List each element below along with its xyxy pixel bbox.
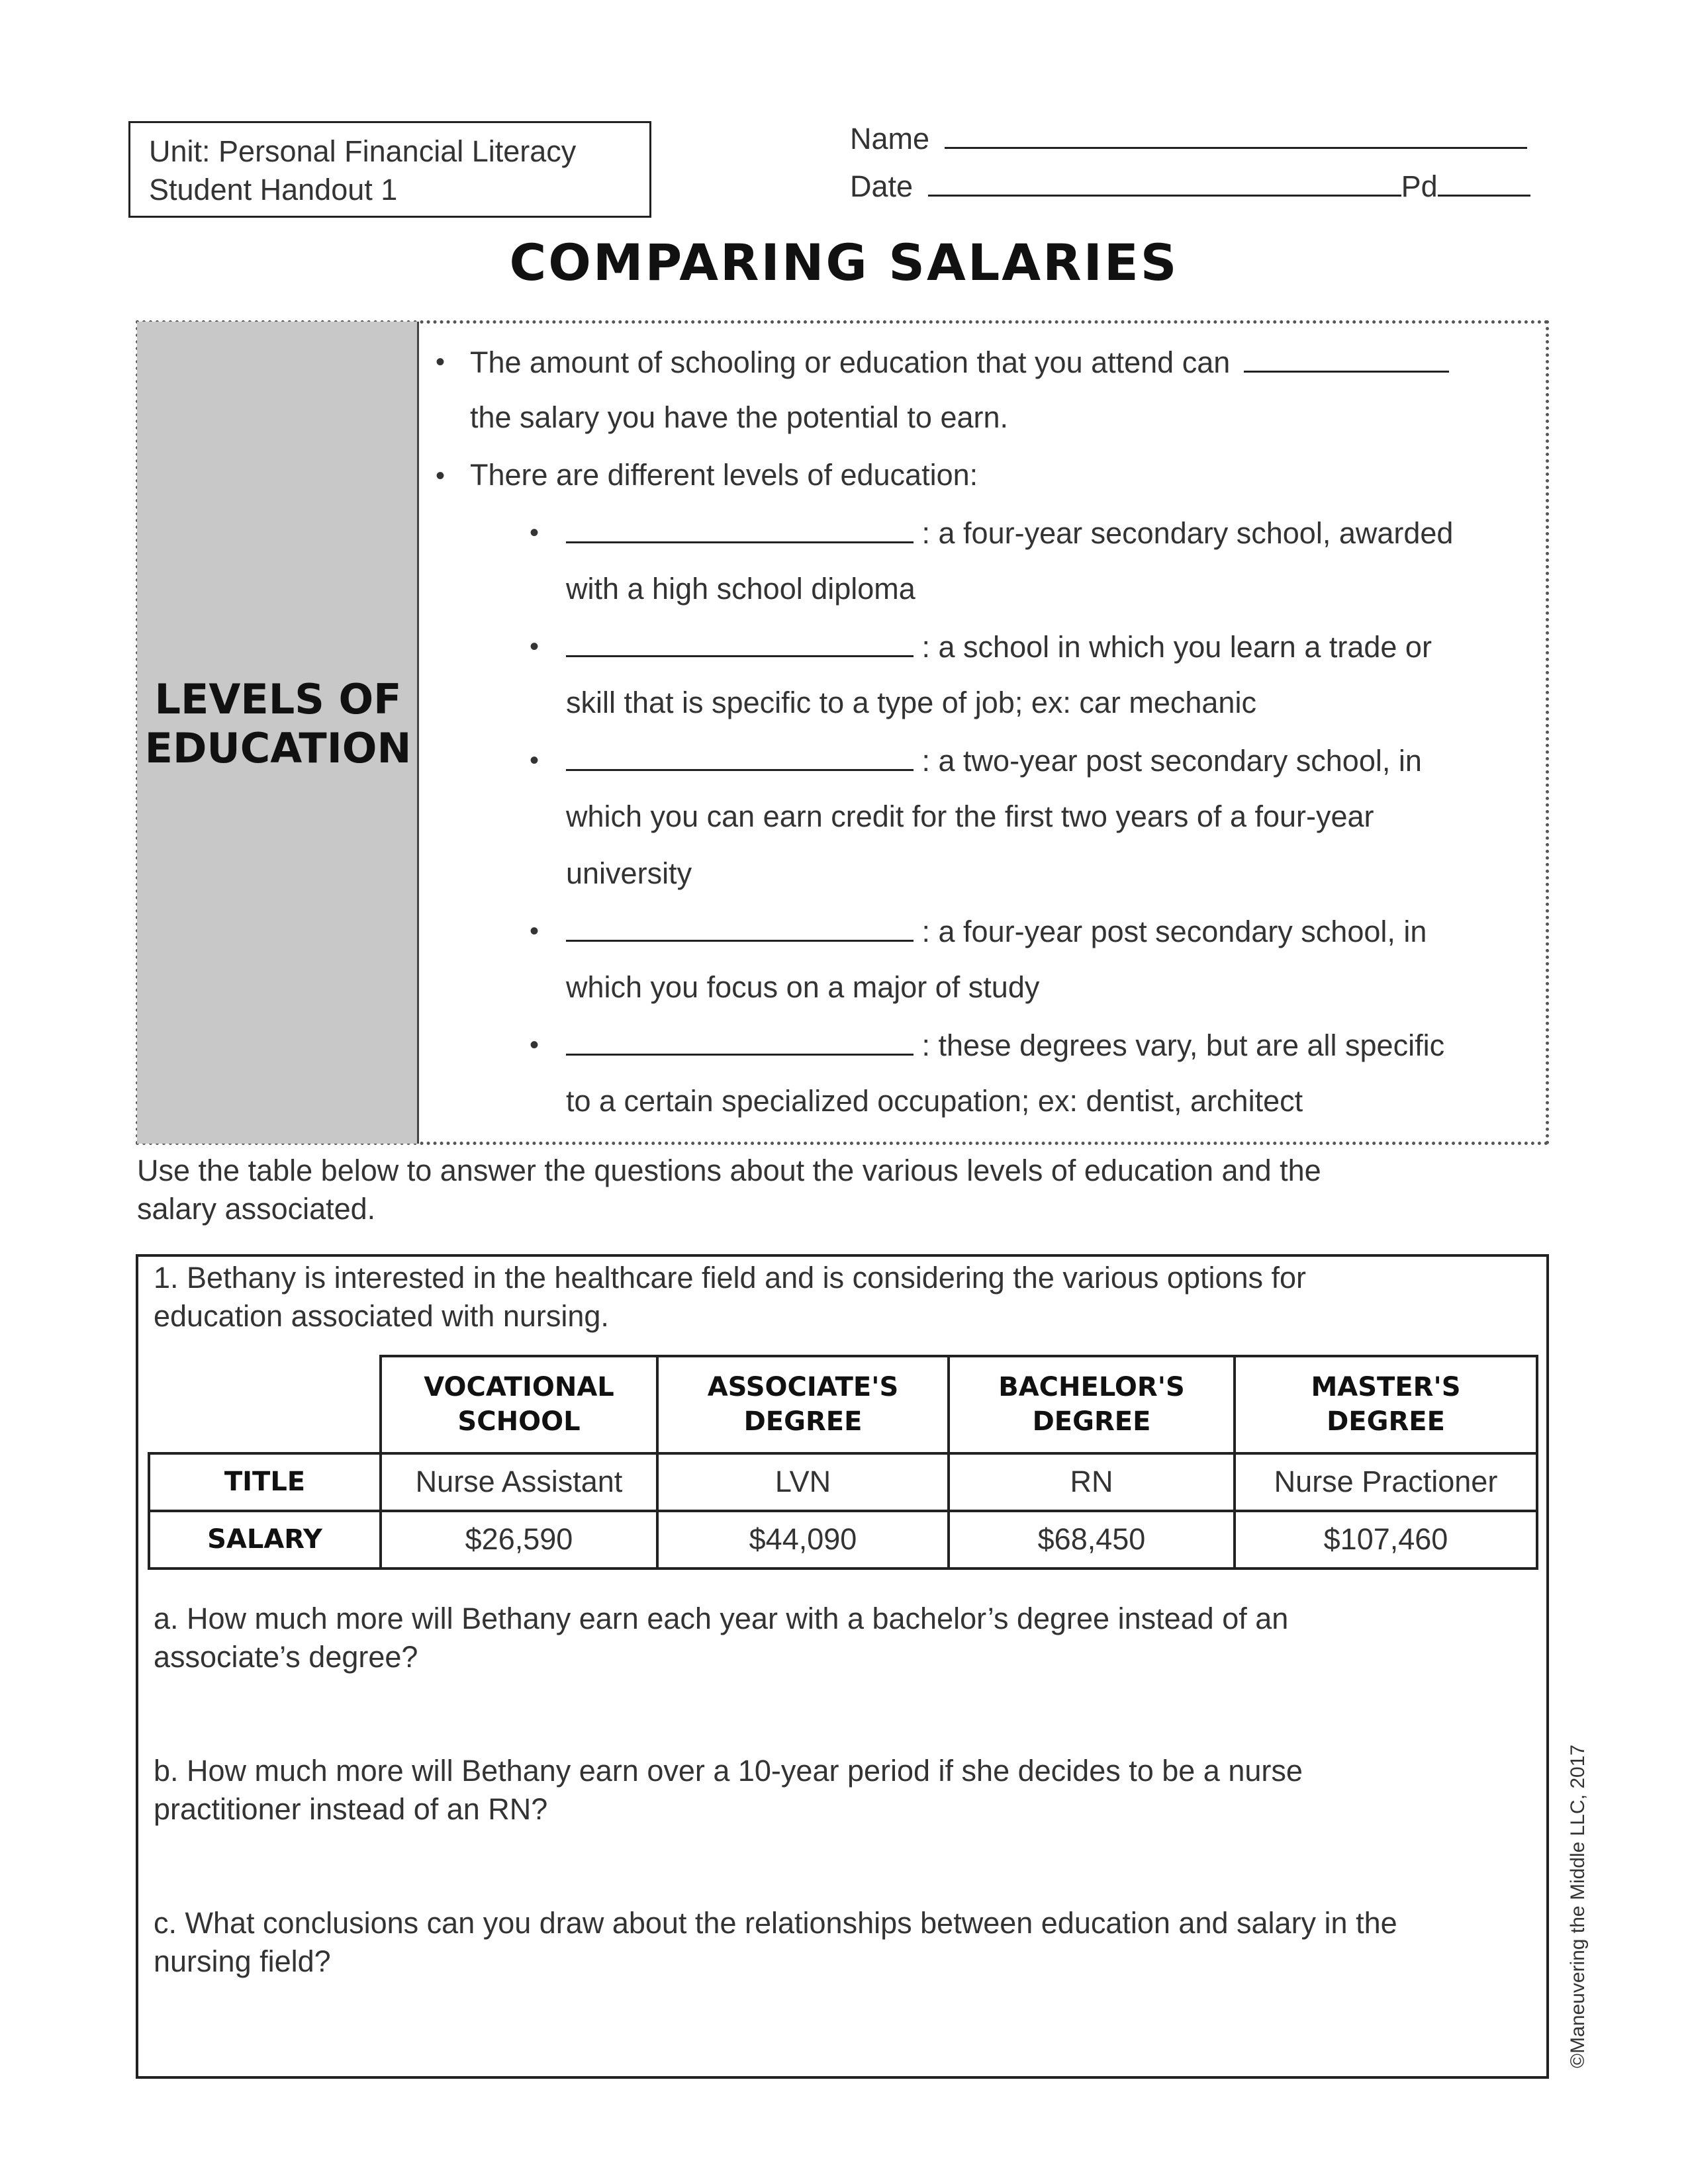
unit-line: Unit: Personal Financial Literacy	[149, 134, 577, 168]
bullet1-text: The amount of schooling or education that you attend can	[470, 345, 1231, 379]
level-item-2-line1: : a school in which you learn a trade or	[921, 630, 1432, 664]
date-blank[interactable]	[928, 165, 1401, 197]
column-header: MASTER'S DEGREE	[1235, 1356, 1537, 1453]
levels-label-line2: EDUCATION	[144, 724, 412, 772]
level-item-3	[566, 743, 1422, 778]
instructions	[137, 1152, 1527, 1228]
level-item-5	[566, 1027, 1444, 1063]
question1-intro-line1: 1. Bethany is interested in the healthcare field and is considering the various options for	[154, 1261, 1307, 1295]
question-a-line1: a. How much more will Bethany earn each year with a bachelor’s degree instead of an	[154, 1602, 1289, 1635]
level-item-2-line2: skill that is specific to a type of job; ex: car mechanic	[566, 686, 1256, 719]
bullet1-blank[interactable]	[1244, 344, 1449, 373]
column-header: BACHELOR'S DEGREE	[949, 1356, 1235, 1453]
page-title: COMPARING SALARIES	[509, 233, 1179, 292]
level-item-1-line2: with a high school diploma	[566, 572, 915, 606]
levels-sidebar-label	[137, 675, 419, 773]
sub-bullet-dot: •	[530, 1030, 539, 1060]
table-corner	[149, 1356, 381, 1453]
unit-info-box	[128, 121, 651, 218]
row-label-salary: SALARY	[149, 1511, 381, 1569]
table-cell: Nurse Practioner	[1235, 1453, 1537, 1511]
date-field[interactable]	[850, 165, 1530, 204]
name-field[interactable]	[850, 118, 1527, 156]
level-item-2	[566, 629, 1432, 664]
level-item-4-line1: : a four-year post secondary school, in	[921, 915, 1427, 948]
bullet1-line1	[470, 344, 1449, 380]
column-header: ASSOCIATE'S DEGREE	[657, 1356, 949, 1453]
level-item-5-line2: to a certain specialized occupation; ex: dentist, architect	[566, 1084, 1303, 1118]
level-item-3-line3: university	[566, 856, 692, 890]
sub-bullet-dot: •	[530, 632, 539, 661]
column-header: VOCATIONAL SCHOOL	[381, 1356, 657, 1453]
level-item-4	[566, 913, 1427, 949]
question-c	[154, 1904, 1530, 1981]
bullet-dot: •	[436, 347, 445, 377]
level-blank-4[interactable]	[566, 913, 914, 942]
level-item-1-line1: : a four-year secondary school, awarded	[921, 516, 1454, 550]
row-label-title: TITLE	[149, 1453, 381, 1511]
question-a	[154, 1600, 1530, 1676]
question-b-line1: b. How much more will Bethany earn over a 10-year period if she decides to be a nurse	[154, 1754, 1303, 1788]
date-label: Date	[850, 169, 914, 203]
name-blank[interactable]	[945, 118, 1527, 149]
level-blank-1[interactable]	[566, 515, 914, 543]
pd-label: Pd	[1401, 169, 1438, 203]
levels-label-line1: LEVELS OF	[154, 675, 402, 723]
level-blank-5[interactable]	[566, 1027, 914, 1056]
question-c-line1: c. What conclusions can you draw about the relationships between education and salary in the	[154, 1906, 1397, 1940]
table-row	[149, 1511, 1537, 1569]
sub-bullet-dot: •	[530, 518, 539, 547]
question-b	[154, 1752, 1530, 1829]
table-cell: $68,450	[949, 1511, 1235, 1569]
instructions-line1: Use the table below to answer the questions about the various levels of education and the	[137, 1154, 1321, 1187]
level-item-1	[566, 515, 1453, 551]
instructions-line2: salary associated.	[137, 1192, 376, 1226]
table-cell: $44,090	[657, 1511, 949, 1569]
bullet-dot: •	[436, 461, 445, 490]
sub-bullet-dot: •	[530, 746, 539, 775]
question-a-line2: associate’s degree?	[154, 1640, 418, 1674]
question-c-line2: nursing field?	[154, 1944, 331, 1978]
copyright: ©Maneuvering the Middle LLC, 2017	[1567, 1744, 1589, 2068]
table-cell: Nurse Assistant	[381, 1453, 657, 1511]
bullet1-line2: the salary you have the potential to earn.	[470, 400, 1009, 434]
question1-intro-line2: education associated with nursing.	[154, 1299, 609, 1333]
table-header-row	[149, 1356, 1537, 1453]
level-item-4-line2: which you focus on a major of study	[566, 970, 1040, 1004]
level-blank-3[interactable]	[566, 743, 914, 771]
pd-blank[interactable]	[1438, 165, 1530, 197]
table-row	[149, 1453, 1537, 1511]
table-cell: $107,460	[1235, 1511, 1537, 1569]
name-label: Name	[850, 122, 930, 156]
question-b-line2: practitioner instead of an RN?	[154, 1792, 548, 1826]
level-item-3-line1: : a two-year post secondary school, in	[921, 744, 1422, 778]
sub-bullet-dot: •	[530, 917, 539, 946]
table-cell: LVN	[657, 1453, 949, 1511]
level-blank-2[interactable]	[566, 629, 914, 657]
level-item-5-line1: : these degrees vary, but are all specific	[921, 1028, 1445, 1062]
handout-line: Student Handout 1	[149, 173, 398, 206]
table-cell: $26,590	[381, 1511, 657, 1569]
table-cell: RN	[949, 1453, 1235, 1511]
question1-intro	[154, 1259, 1530, 1336]
level-item-3-line2: which you can earn credit for the first two years of a four-year	[566, 799, 1374, 833]
bullet2-text: There are different levels of education:	[470, 458, 978, 492]
salary-table	[148, 1355, 1538, 1570]
